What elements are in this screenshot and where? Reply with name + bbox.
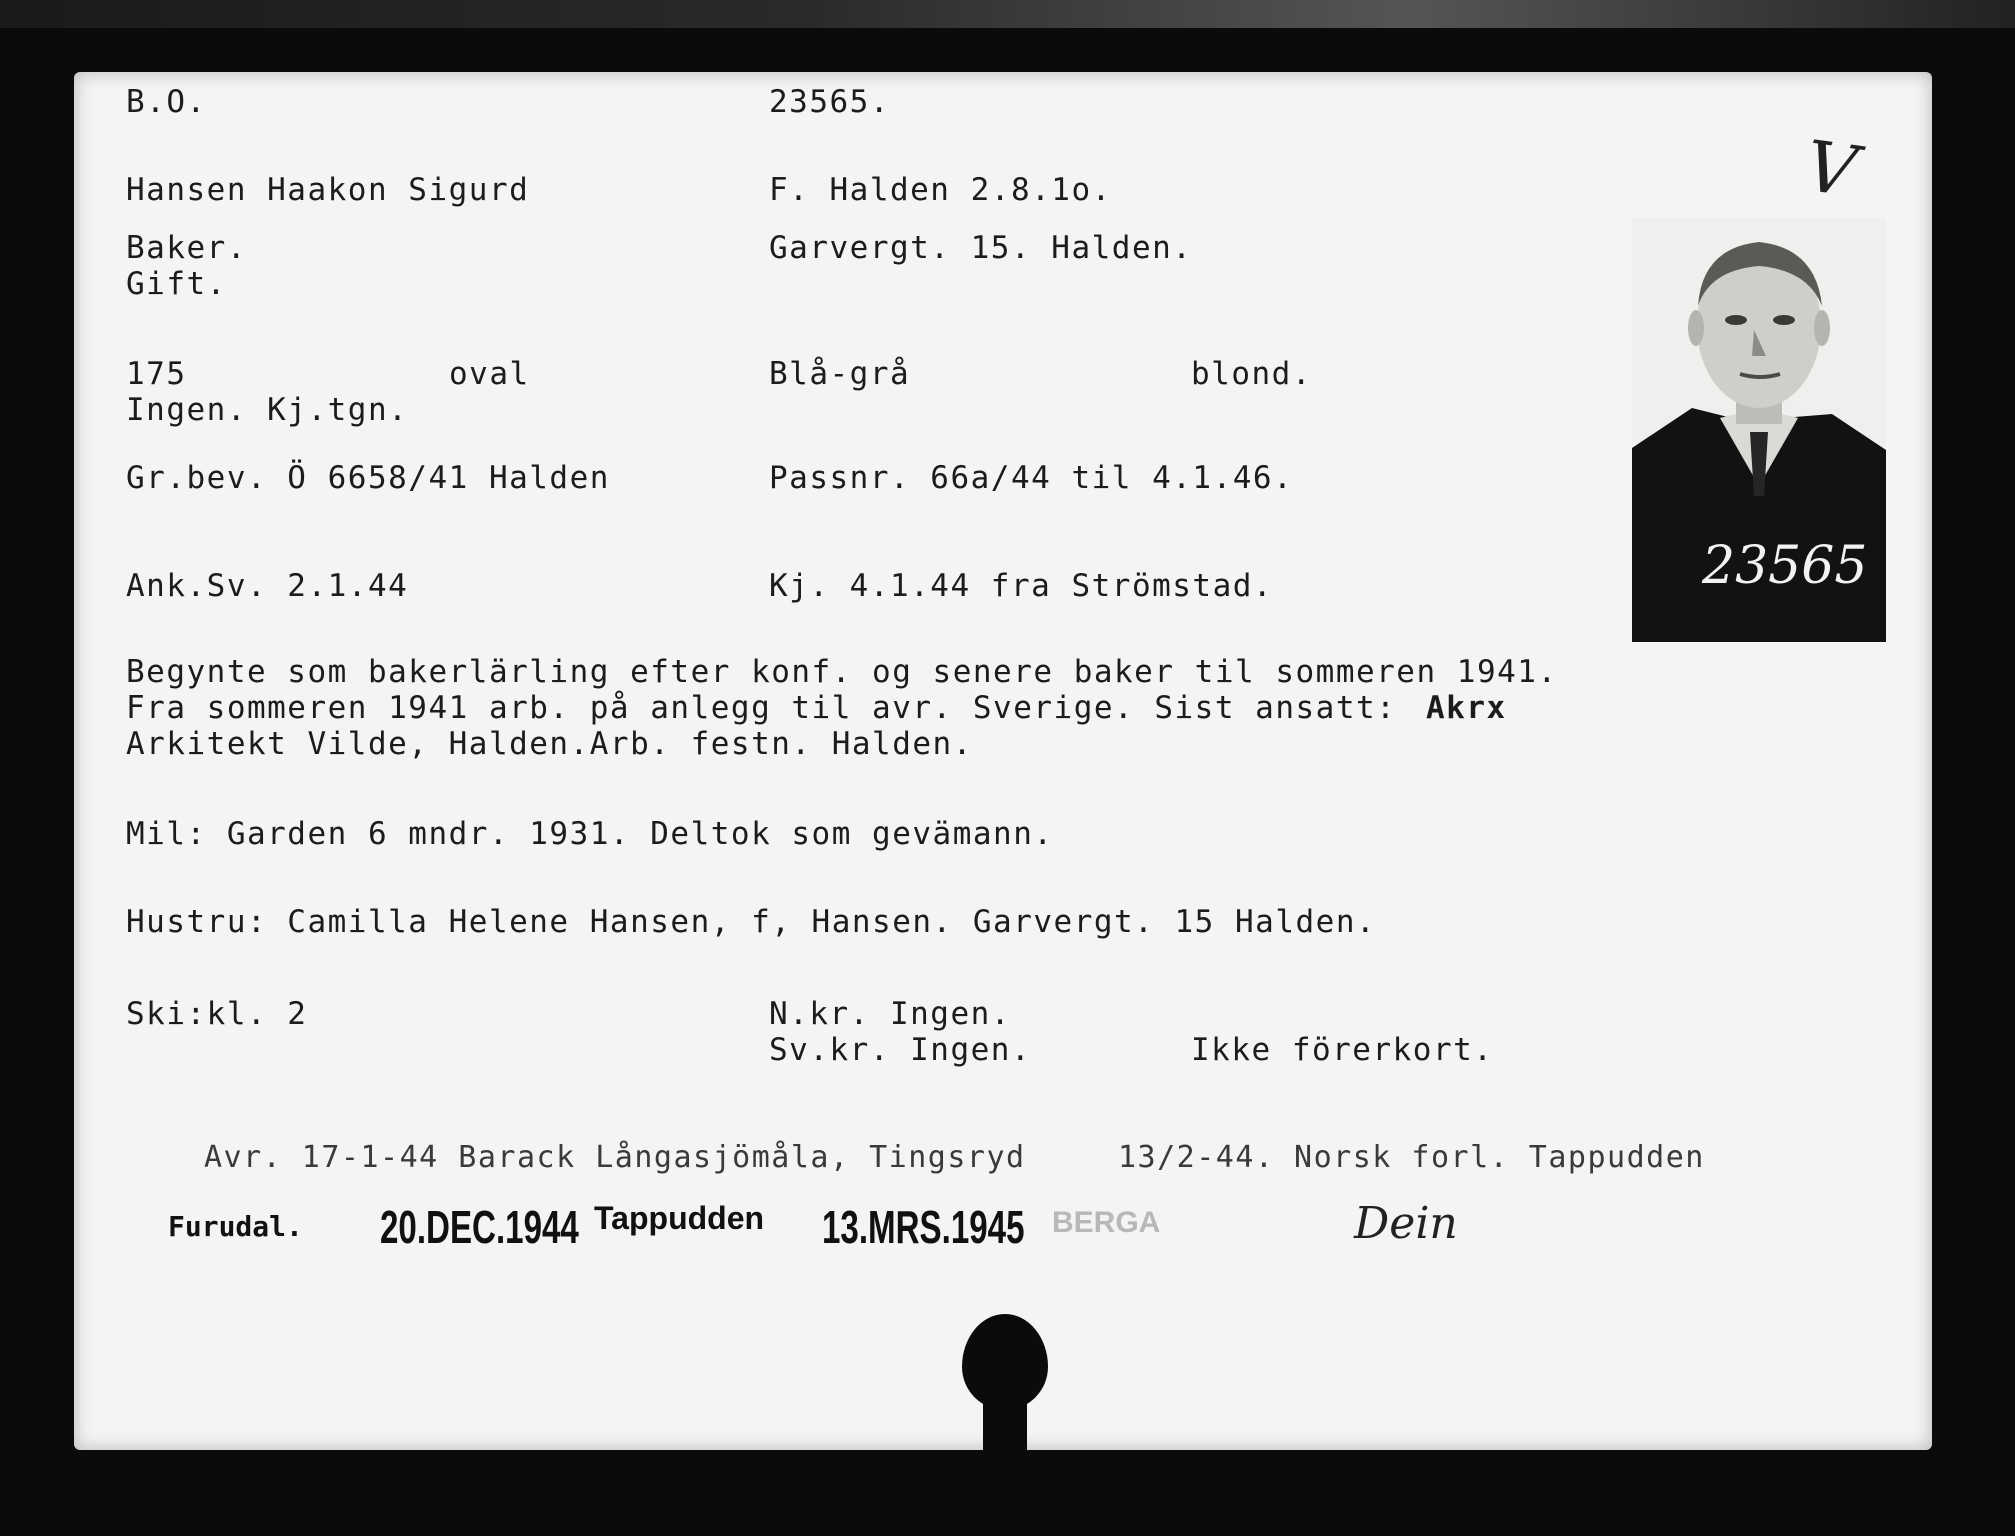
stamp-furudal: Furudal. [168, 1210, 303, 1243]
ski-class: Ski:kl. 2 [126, 996, 308, 1032]
norwegian-record: N.kr. Ingen. [769, 996, 1011, 1032]
passport-number: Passnr. 66a/44 til 4.1.46. [769, 460, 1294, 496]
birth-info: F. Halden 2.8.1o. [769, 172, 1112, 208]
card-header-code: B.O. [126, 84, 207, 120]
biography-line-2: Fra sommeren 1941 arb. på anlegg til avr. Sverige. Sist ansatt: [126, 690, 1397, 726]
checkmark: V [1800, 124, 1863, 214]
eye-color: Blå-grå [769, 356, 911, 392]
biography-line-1: Begynte som bakerlärling efter konf. og senere baker til sommeren 1941. [126, 654, 1558, 690]
scan-top-edge [0, 0, 2015, 28]
swedish-record: Sv.kr. Ingen. [769, 1032, 1032, 1068]
face-shape: oval [449, 356, 530, 392]
punch-hole-slot [983, 1384, 1027, 1454]
distinguishing-marks: Ingen. Kj.tgn. [126, 392, 409, 428]
spouse: Hustru: Camilla Helene Hansen, f, Hansen. Garvergt. 15 Halden. [126, 904, 1377, 940]
stamp-date-2: 13.MRS.1945 [822, 1201, 1025, 1253]
biography-struck: Akrx [1426, 690, 1507, 726]
marital-status: Gift. [126, 266, 227, 302]
came-from: Kj. 4.1.44 fra Strömstad. [769, 568, 1274, 604]
transfer-line: Avr. 17-1-44 Barack Långasjömåla, Tingsryd [204, 1140, 1026, 1175]
arrival-date: Ank.Sv. 2.1.44 [126, 568, 409, 604]
residence-permit: Gr.bev. Ö 6658/41 Halden [126, 460, 610, 496]
person-name: Hansen Haakon Sigurd [126, 172, 530, 208]
stamp-berga: BERGA [1052, 1206, 1161, 1239]
card-number: 23565. [769, 84, 890, 120]
stamp-tappudden: Tappudden [594, 1200, 765, 1236]
occupation: Baker. [126, 230, 247, 266]
address: Garvergt. 15. Halden. [769, 230, 1193, 266]
portrait-photo [1632, 218, 1886, 642]
biography-line-3: Arkitekt Vilde, Halden.Arb. festn. Halden. [126, 726, 973, 762]
military-service: Mil: Garden 6 mndr. 1931. Deltok som gevämann. [126, 816, 1054, 852]
driving-license: Ikke förerkort. [1191, 1032, 1494, 1068]
photo-number: 23565 [1702, 536, 1868, 596]
hair-color: blond. [1191, 356, 1312, 392]
handwritten-signature: Dein [1354, 1198, 1458, 1249]
transfer-line-2: 13/2-44. Norsk forl. Tappudden [1118, 1140, 1705, 1175]
height: 175 [126, 356, 187, 392]
stamp-date-1: 20.DEC.1944 [380, 1201, 579, 1253]
